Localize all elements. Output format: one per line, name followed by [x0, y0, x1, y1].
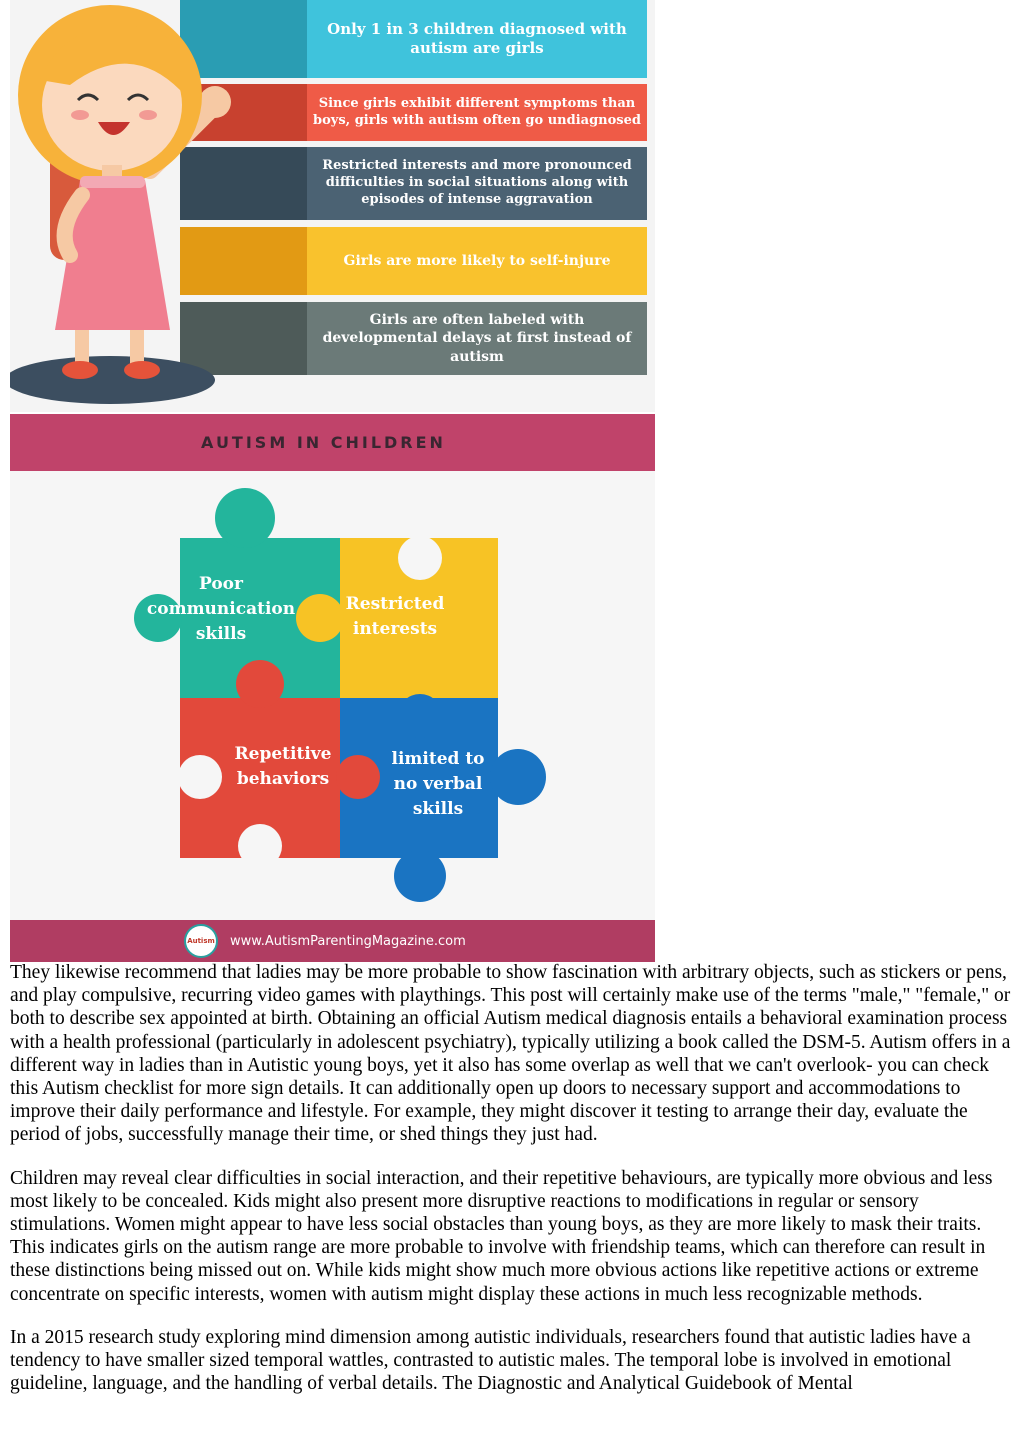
article-body	[10, 961, 1018, 1415]
article-paragraph-3: In a 2015 research study exploring mind dimension among autistic individuals, researchers found that autistic ladies have a tendency to have smaller sized temporal wattles, contrasted to autistic males. The temporal lobe is involved in emotional guideline, language, and the handling of verbal details. The Diagnostic and Analytical Guidebook of Mental	[10, 1326, 971, 1395]
autism-parenting-logo: Autism	[184, 924, 218, 958]
autism-puzzle-infographic	[10, 414, 655, 962]
infographic-title: AUTISM IN CHILDREN	[201, 433, 446, 452]
fact-band-1: Only 1 in 3 children diagnosed with autism are girls	[307, 0, 647, 78]
fact-band-5: Girls are often labeled with developmental delays at first instead of autism	[307, 302, 647, 375]
fact-band-4: Girls are more likely to self-injure	[307, 227, 647, 295]
piece-label-behaviors: Repetitive behaviors	[234, 744, 332, 789]
fact-band-3: Restricted interests and more pronounced difficulties in social situations along with episodes of intense aggravation	[307, 147, 647, 220]
source-url: www.AutismParentingMagazine.com	[230, 933, 466, 949]
article-paragraph-1: They likewise recommend that ladies may be more probable to show fascination with arbitrary objects, such as stickers or pens, and play compulsive, recurring video games with playthings. This post will certainly make use of the terms "male," "female," or both to describe sex appointed at birth. Obtaining an official Autism medical diagnosis entails a behavioral examination process with a health professional (particularly in adolescent psychiatry), typically utilizing a book called the DSM-5. Autism offers in a different way in ladies than in Autistic young boys, yet it also has some overlap as well that we can't overlook- you can check this Autism checklist for more sign details. It can additionally open up doors to necessary support and accommodations to improve their daily performance and lifestyle. For example, they might discover it testing to arrange their day, evaluate the period of jobs, successfully manage their time, or shed things they just had.	[10, 962, 1011, 1146]
piece-label-interests: Restricted interests	[345, 594, 445, 639]
girls-autism-infographic	[10, 0, 655, 412]
article-paragraph-2: Children may reveal clear difficulties in social interaction, and their repetitive behaviours, are typically more obvious and less most likely to be concealed. Kids might also present more disruptive reactions to modifications in regular or sensory stimulations. Women might appear to have less social obstacles than young boys, as they are more likely to mask their traits. This indicates girls on the autism range are more probable to involve with friendship teams, which can therefore can result in these distinctions being missed out on. While kids might show much more obvious actions like repetitive actions or extreme concentrate on specific interests, women with autism might display these actions in much less recognizable methods.	[10, 1167, 993, 1305]
puzzle-graphic	[10, 414, 655, 962]
girl-illustration	[10, 0, 310, 412]
infographic-footer	[10, 920, 655, 962]
piece-label-communication: Poor communication skills	[146, 574, 296, 644]
fact-band-2: Since girls exhibit different symptoms than boys, girls with autism often go undiagnosed	[307, 84, 647, 141]
piece-label-verbal: limited to no verbal skills	[391, 749, 485, 819]
